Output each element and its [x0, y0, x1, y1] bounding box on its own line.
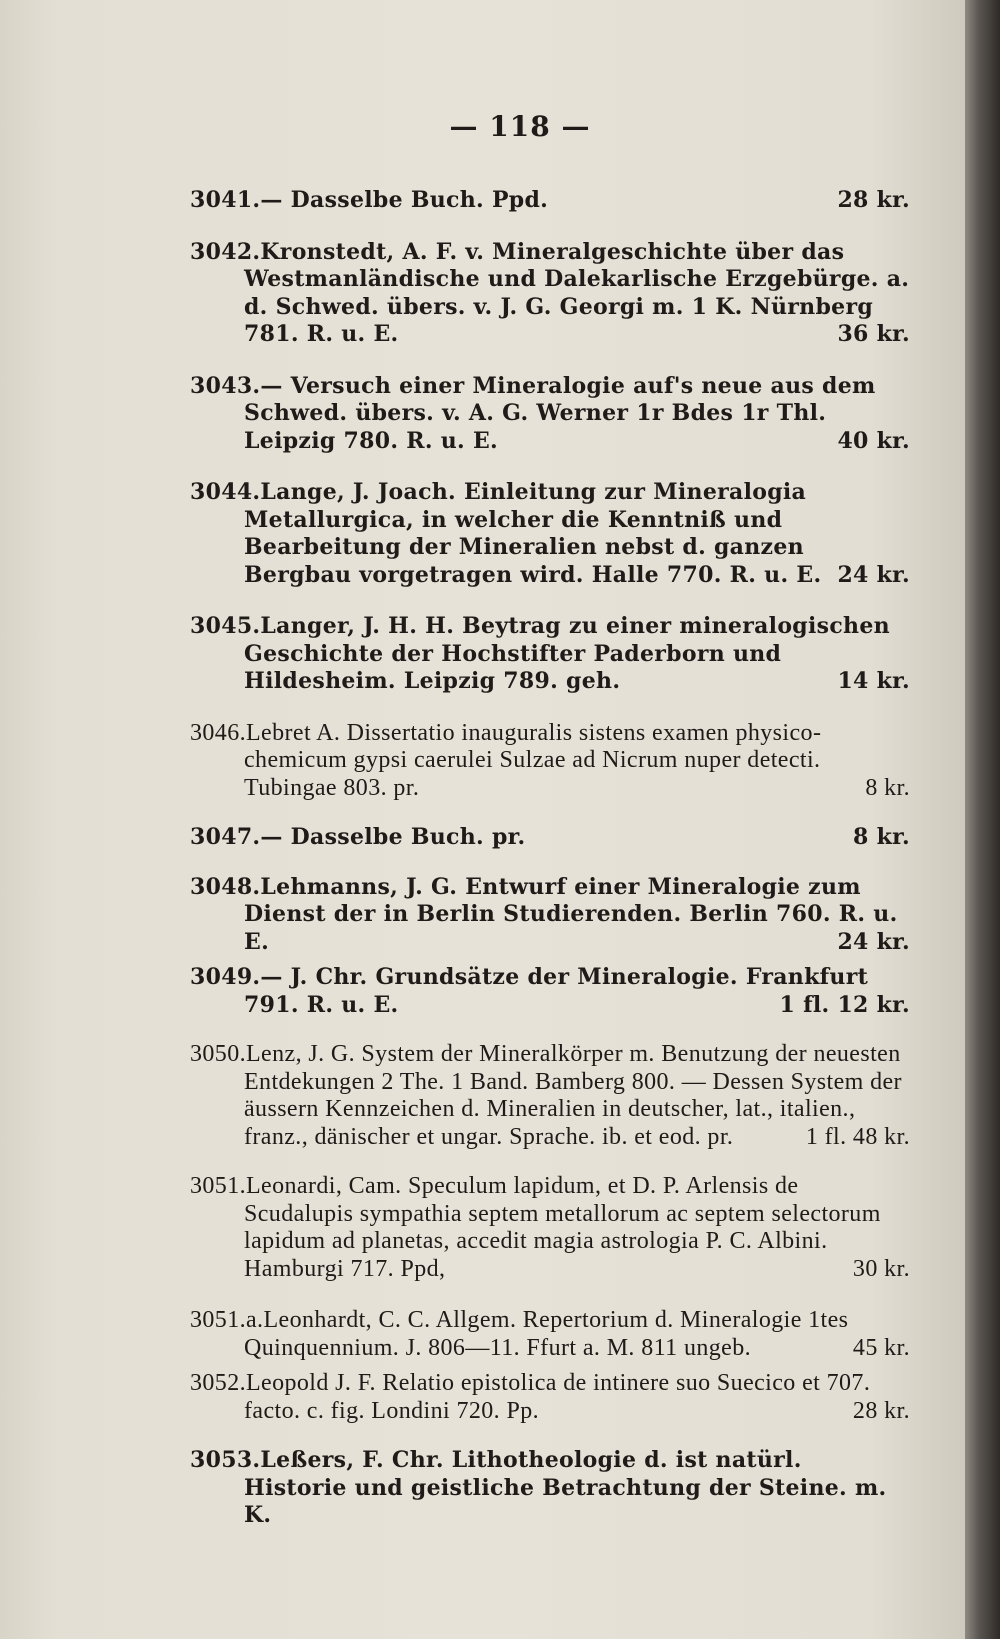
entry-number: 3050. — [190, 1041, 246, 1067]
entry-price: 45 kr. — [852, 1334, 910, 1361]
entry-text: — Dasselbe Buch. Ppd. — [260, 187, 549, 213]
entry-number: 3053. — [190, 1447, 261, 1473]
entry-number: 3046. — [190, 719, 246, 746]
entry-number: 3052. — [190, 1370, 246, 1396]
entry-price: 8 kr. — [853, 824, 910, 850]
entry-price: 14 kr. — [837, 668, 910, 694]
catalog-entry-3049 — [190, 964, 910, 1019]
entry-price: 8 kr. — [865, 774, 910, 801]
catalog-entry-3042 — [190, 239, 910, 349]
entry-price: 28 kr. — [837, 187, 910, 213]
entry-number: 3045. — [190, 613, 261, 639]
catalog-entry-3046 — [190, 720, 910, 803]
entry-price: 24 kr. — [837, 561, 910, 588]
entry-text: Lehmanns, J. G. Entwurf einer Mineralogie zum Dienst der in Berlin Studierenden. Berlin 760. R. u. E. — [244, 873, 898, 955]
entry-text: — Dasselbe Buch. pr. — [260, 824, 526, 850]
entry-text: — J. Chr. Grundsätze der Mineralogie. Frankfurt 791. R. u. E. — [244, 964, 869, 1018]
catalog-entry-3044 — [190, 479, 910, 589]
catalog-entry-3047 — [190, 824, 910, 852]
catalog-entry-3052 — [190, 1370, 910, 1425]
entry-text: Kronstedt, A. F. v. Mineralgeschichte über das Westmanländische und Dalekarlische Erzgebürge. a. d. Schwed. übers. v. J. G. Georgi m. 1 K. Nürnberg 781. R. u. E. — [244, 238, 910, 347]
catalog-entry-3050 — [190, 1041, 910, 1151]
entry-price: 36 kr. — [837, 321, 910, 347]
entry-text: Leonhardt, C. C. Allgem. Repertorium d. Mineralogie 1tes Quinquennium. J. 806—11. Ffurt a. M. 811 ungeb. — [244, 1307, 849, 1361]
entry-number: 3042. — [190, 238, 261, 265]
entry-number: 3043. — [190, 372, 261, 399]
entry-text: Lebret A. Dissertatio inauguralis sistens examen physico-chemicum gypsi caerulei Sulzae ad Nicrum nuper detecti. Tubingae 803. pr. — [244, 719, 822, 801]
entry-price: 24 kr. — [837, 928, 910, 955]
catalog-entry-3045 — [190, 613, 910, 696]
entry-text: Lange, J. Joach. Einleitung zur Mineralogia Metallurgica, in welcher die Kenntniß und Bearbeitung der Mineralien nebst d. ganzen Bergbau vorgetragen wird. Halle 770. R. u. E. — [244, 479, 822, 588]
catalog-entry-3051a — [190, 1307, 910, 1362]
entry-text: Langer, J. H. H. Beytrag zu einer mineralogischen Geschichte der Hochstifter Paderborn und Hildesheim. Leipzig 789. geh. — [244, 613, 890, 694]
page-content — [190, 110, 910, 1554]
entry-number: 3044. — [190, 479, 261, 505]
entry-number: 3048. — [190, 873, 261, 900]
entry-number: 3047. — [190, 824, 261, 850]
book-gutter-shadow — [965, 0, 1000, 1639]
catalog-entry-3053 — [190, 1447, 910, 1530]
catalog-entry-3051 — [190, 1173, 910, 1283]
catalog-entry-3048 — [190, 874, 910, 957]
entry-text: Leonardi, Cam. Speculum lapidum, et D. P. Arlensis de Scudalupis sympathia septem metallorum ac septem selectorum lapidum ad planetas, accedit magia astrologia P. C. Albini. Hamburgi 717. Ppd, — [244, 1173, 881, 1282]
entry-price: 1 fl. 48 kr. — [805, 1123, 910, 1150]
entry-number: 3051. — [190, 1173, 246, 1199]
entry-text: Leopold J. F. Relatio epistolica de intinere suo Suecico et 707. facto. c. fig. Londini 720. Pp. — [244, 1370, 871, 1424]
catalog-entry-3041 — [190, 187, 910, 215]
page-number: — 118 — — [449, 110, 591, 143]
entry-price: 28 kr. — [852, 1397, 910, 1424]
entry-text: Leßers, F. Chr. Lithotheologie d. ist natürl. Historie und geistliche Betrachtung der Steine. m. K. — [244, 1447, 887, 1528]
entry-number: 3051.a. — [190, 1307, 264, 1333]
entry-number: 3041. — [190, 187, 261, 213]
entry-price: 40 kr. — [837, 427, 910, 454]
entry-text: Lenz, J. G. System der Mineralkörper m. Benutzung der neuesten Entdekungen 2 The. 1 Band. Bamberg 800. — Dessen System der äussern Kennzeichen d. Mineralien in deutscher, lat., italien., franz., dänischer et ungar. Sprache. ib. et eod. pr. — [244, 1041, 902, 1150]
entry-price: 30 kr. — [852, 1255, 910, 1282]
entry-number: 3049. — [190, 964, 261, 990]
entry-price: 1 fl. 12 kr. — [779, 991, 910, 1018]
entry-text: — Versuch einer Mineralogie auf's neue aus dem Schwed. übers. v. A. G. Werner 1r Bdes 1r Thl. Leipzig 780. R. u. E. — [244, 372, 876, 454]
catalog-entry-3043 — [190, 373, 910, 456]
